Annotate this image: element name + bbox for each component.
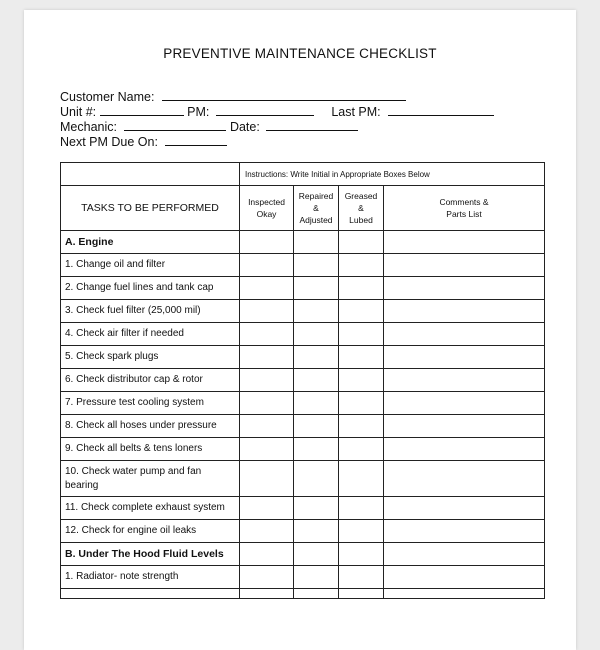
blank-cell: [294, 543, 339, 566]
maintenance-table: [60, 162, 545, 599]
engine-task-group: [61, 254, 545, 543]
greased-cell[interactable]: [339, 369, 384, 392]
inspected-cell[interactable]: [240, 323, 294, 346]
table-row: [61, 566, 545, 589]
repaired-cell[interactable]: [294, 369, 339, 392]
table-row: [61, 461, 545, 497]
inspected-cell[interactable]: [240, 392, 294, 415]
table-row: [61, 369, 545, 392]
blank-cell: [339, 543, 384, 566]
inspected-okay-header-line: Okay: [256, 209, 277, 219]
greased-cell[interactable]: [339, 277, 384, 300]
blank-cell: [339, 231, 384, 254]
customer-name-row: [60, 88, 406, 104]
comments-cell[interactable]: [384, 277, 545, 300]
inspected-okay-header-line: Inspected: [248, 197, 285, 207]
section-engine-title: A. Engine: [61, 231, 240, 254]
greased-cell[interactable]: [339, 497, 384, 520]
comments-cell[interactable]: [384, 346, 545, 369]
greased-cell[interactable]: [339, 300, 384, 323]
inspected-cell[interactable]: [240, 300, 294, 323]
greased-cell[interactable]: [339, 520, 384, 543]
repaired-cell[interactable]: [294, 461, 339, 497]
greased-cell[interactable]: [339, 323, 384, 346]
inspected-okay-header: [240, 186, 294, 231]
section-row: [61, 231, 545, 254]
inspected-cell[interactable]: [240, 277, 294, 300]
blank-cell: [384, 543, 545, 566]
table-row: [61, 392, 545, 415]
blank-cell: [240, 231, 294, 254]
inspected-cell[interactable]: [240, 346, 294, 369]
blank-cell: [240, 543, 294, 566]
section-hood-title: B. Under The Hood Fluid Levels: [61, 543, 240, 566]
table-row: [61, 438, 545, 461]
blank-cell: [294, 589, 339, 599]
blank-header-cell: [61, 163, 240, 186]
blank-cell: [240, 589, 294, 599]
comments-cell[interactable]: [384, 392, 545, 415]
blank-cell: [384, 589, 545, 599]
comments-cell[interactable]: [384, 438, 545, 461]
comments-cell[interactable]: [384, 323, 545, 346]
inspected-cell[interactable]: [240, 566, 294, 589]
blank-cell: [384, 231, 545, 254]
task-label: 12. Check for engine oil leaks: [61, 520, 240, 543]
column-header-row: [61, 186, 545, 231]
mechanic-row: [60, 118, 358, 134]
greased-lubed-header-line: Lubed: [349, 215, 373, 225]
last-pm-field[interactable]: [388, 103, 494, 116]
date-label: Date:: [229, 120, 260, 134]
customer-name-field[interactable]: [162, 88, 406, 101]
comments-parts-header: [384, 186, 545, 231]
inspected-cell[interactable]: [240, 520, 294, 543]
repaired-cell[interactable]: [294, 566, 339, 589]
customer-name-label: Customer Name:: [60, 90, 155, 104]
comments-parts-header-line: Comments &: [439, 197, 489, 207]
next-pm-label: Next PM Due On:: [60, 135, 158, 149]
comments-cell[interactable]: [384, 497, 545, 520]
comments-cell[interactable]: [384, 520, 545, 543]
pm-label: PM:: [187, 105, 210, 119]
repaired-cell[interactable]: [294, 520, 339, 543]
comments-cell[interactable]: [384, 566, 545, 589]
table-row: [61, 520, 545, 543]
unit-label: Unit #:: [60, 105, 97, 119]
inspected-cell[interactable]: [240, 369, 294, 392]
task-label: 10. Check water pump and fan bearing: [61, 461, 240, 497]
task-label: 6. Check distributor cap & rotor: [61, 369, 240, 392]
repaired-cell[interactable]: [294, 497, 339, 520]
table-row: [61, 415, 545, 438]
greased-cell[interactable]: [339, 461, 384, 497]
instructions-row: [61, 163, 545, 186]
comments-cell[interactable]: [384, 415, 545, 438]
inspected-cell[interactable]: [240, 461, 294, 497]
greased-lubed-header-line: &: [358, 203, 364, 213]
repaired-cell[interactable]: [294, 346, 339, 369]
blank-cell: [294, 231, 339, 254]
comments-cell[interactable]: [384, 369, 545, 392]
task-label: 4. Check air filter if needed: [61, 323, 240, 346]
repaired-cell[interactable]: [294, 438, 339, 461]
table-row: [61, 346, 545, 369]
greased-cell[interactable]: [339, 392, 384, 415]
section-row: [61, 543, 545, 566]
partial-row: [61, 589, 545, 599]
comments-cell[interactable]: [384, 254, 545, 277]
table-row: [61, 497, 545, 520]
repaired-cell[interactable]: [294, 415, 339, 438]
inspected-cell[interactable]: [240, 415, 294, 438]
table-row: [61, 323, 545, 346]
checklist-page: [24, 10, 576, 650]
repaired-adjusted-header: [294, 186, 339, 231]
inspected-cell[interactable]: [240, 254, 294, 277]
repaired-cell[interactable]: [294, 254, 339, 277]
next-pm-field[interactable]: [165, 133, 227, 146]
table-row: [61, 277, 545, 300]
greased-cell[interactable]: [339, 566, 384, 589]
task-label: 5. Check spark plugs: [61, 346, 240, 369]
comments-parts-header-line: Parts List: [446, 209, 482, 219]
task-label: 9. Check all belts & tens loners: [61, 438, 240, 461]
next-pm-row: [60, 133, 227, 149]
repaired-adjusted-header-line: Adjusted: [299, 215, 333, 225]
repaired-cell[interactable]: [294, 392, 339, 415]
task-label: 3. Check fuel filter (25,000 mil): [61, 300, 240, 323]
mechanic-label: Mechanic:: [60, 120, 117, 134]
greased-cell[interactable]: [339, 438, 384, 461]
instructions-text: Instructions: Write Initial in Appropriate Boxes Below: [240, 163, 545, 186]
repaired-adjusted-header-line: Repaired: [298, 191, 334, 201]
greased-lubed-header-line: Greased: [344, 191, 378, 201]
unit-field[interactable]: [100, 103, 184, 116]
tasks-header: TASKS TO BE PERFORMED: [61, 186, 240, 231]
task-label: 7. Pressure test cooling system: [61, 392, 240, 415]
comments-cell[interactable]: [384, 461, 545, 497]
unit-row: [60, 103, 494, 119]
repaired-cell[interactable]: [294, 277, 339, 300]
repaired-cell[interactable]: [294, 323, 339, 346]
greased-cell[interactable]: [339, 254, 384, 277]
date-field[interactable]: [266, 118, 358, 131]
pm-field[interactable]: [216, 103, 314, 116]
table-row: [61, 254, 545, 277]
greased-lubed-header: [339, 186, 384, 231]
repaired-cell[interactable]: [294, 300, 339, 323]
greased-cell[interactable]: [339, 415, 384, 438]
inspected-cell[interactable]: [240, 438, 294, 461]
task-label: 8. Check all hoses under pressure: [61, 415, 240, 438]
repaired-adjusted-header-line: &: [313, 203, 319, 213]
mechanic-field[interactable]: [124, 118, 226, 131]
last-pm-label: Last PM:: [331, 105, 381, 119]
blank-cell: [339, 589, 384, 599]
task-label: 2. Change fuel lines and tank cap: [61, 277, 240, 300]
greased-cell[interactable]: [339, 346, 384, 369]
task-label: 1. Change oil and filter: [61, 254, 240, 277]
inspected-cell[interactable]: [240, 497, 294, 520]
comments-cell[interactable]: [384, 300, 545, 323]
task-label: 11. Check complete exhaust system: [61, 497, 240, 520]
table-row: [61, 300, 545, 323]
task-label: 1. Radiator- note strength: [61, 566, 240, 589]
page-title: PREVENTIVE MAINTENANCE CHECKLIST: [163, 46, 437, 61]
hood-task-group: [61, 566, 545, 589]
blank-cell: [61, 589, 240, 599]
